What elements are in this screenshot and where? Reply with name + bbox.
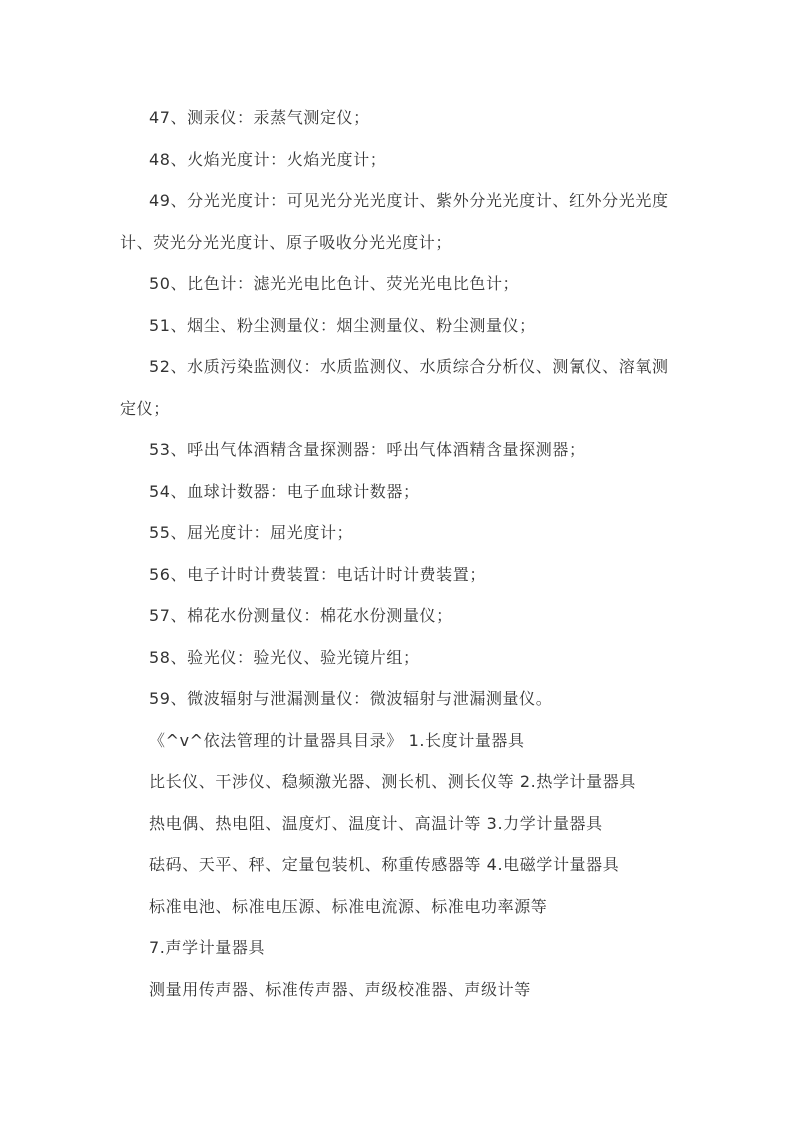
paragraph-47: 47、测汞仪：汞蒸气测定仪； [149,108,370,127]
catalog-line-length: 比长仪、干涉仪、稳频激光器、测长机、测长仪等 2.热学计量器具 [149,772,636,791]
catalog-line-thermal: 热电偶、热电阻、温度灯、温度计、高温计等 3.力学计量器具 [149,813,603,833]
paragraph-51: 51、烟尘、粉尘测量仪：烟尘测量仪、粉尘测量仪； [149,315,536,335]
paragraph-53: 53、呼出气体酒精含量探测器：呼出气体酒精含量探测器； [149,440,586,459]
document-body [120,97,676,1010]
catalog-line-mechanical: 砝码、天平、秤、定量包装机、称重传感器等 4.电磁学计量器具 [149,855,620,874]
paragraph-54: 54、血球计数器：电子血球计数器； [149,481,420,501]
paragraph-49: 49、分光光度计：可见光分光光度计、紫外分光光度计、红外分光光度计、荧光分光光度计、原子吸收分光光度计； [120,191,669,252]
catalog-title-paragraph: 《^v^依法管理的计量器具目录》 1.长度计量器具 [149,730,525,750]
paragraph-57: 57、棉花水份测量仪：棉花水份测量仪； [149,606,453,625]
paragraph-50: 50、比色计：滤光光电比色计、荧光光电比色计； [149,274,520,293]
paragraph-56: 56、电子计时计费装置：电话计时计费装置； [149,564,486,584]
catalog-heading-acoustic: 7.声学计量器具 [149,938,266,957]
catalog-line-acoustic: 测量用传声器、标准传声器、声级校准器、声级计等 [149,979,531,999]
catalog-line-electromagnetic: 标准电池、标准电压源、标准电流源、标准电功率源等 [149,896,548,916]
paragraph-52: 52、水质污染监测仪：水质监测仪、水质综合分析仪、测氰仪、溶氧测定仪； [120,357,669,418]
paragraph-59: 59、微波辐射与泄漏测量仪：微波辐射与泄漏测量仪。 [149,689,553,708]
paragraph-48: 48、火焰光度计：火焰光度计； [149,149,387,169]
paragraph-55: 55、屈光度计：屈光度计； [149,523,354,542]
paragraph-58: 58、验光仪：验光仪、验光镜片组； [149,647,420,667]
